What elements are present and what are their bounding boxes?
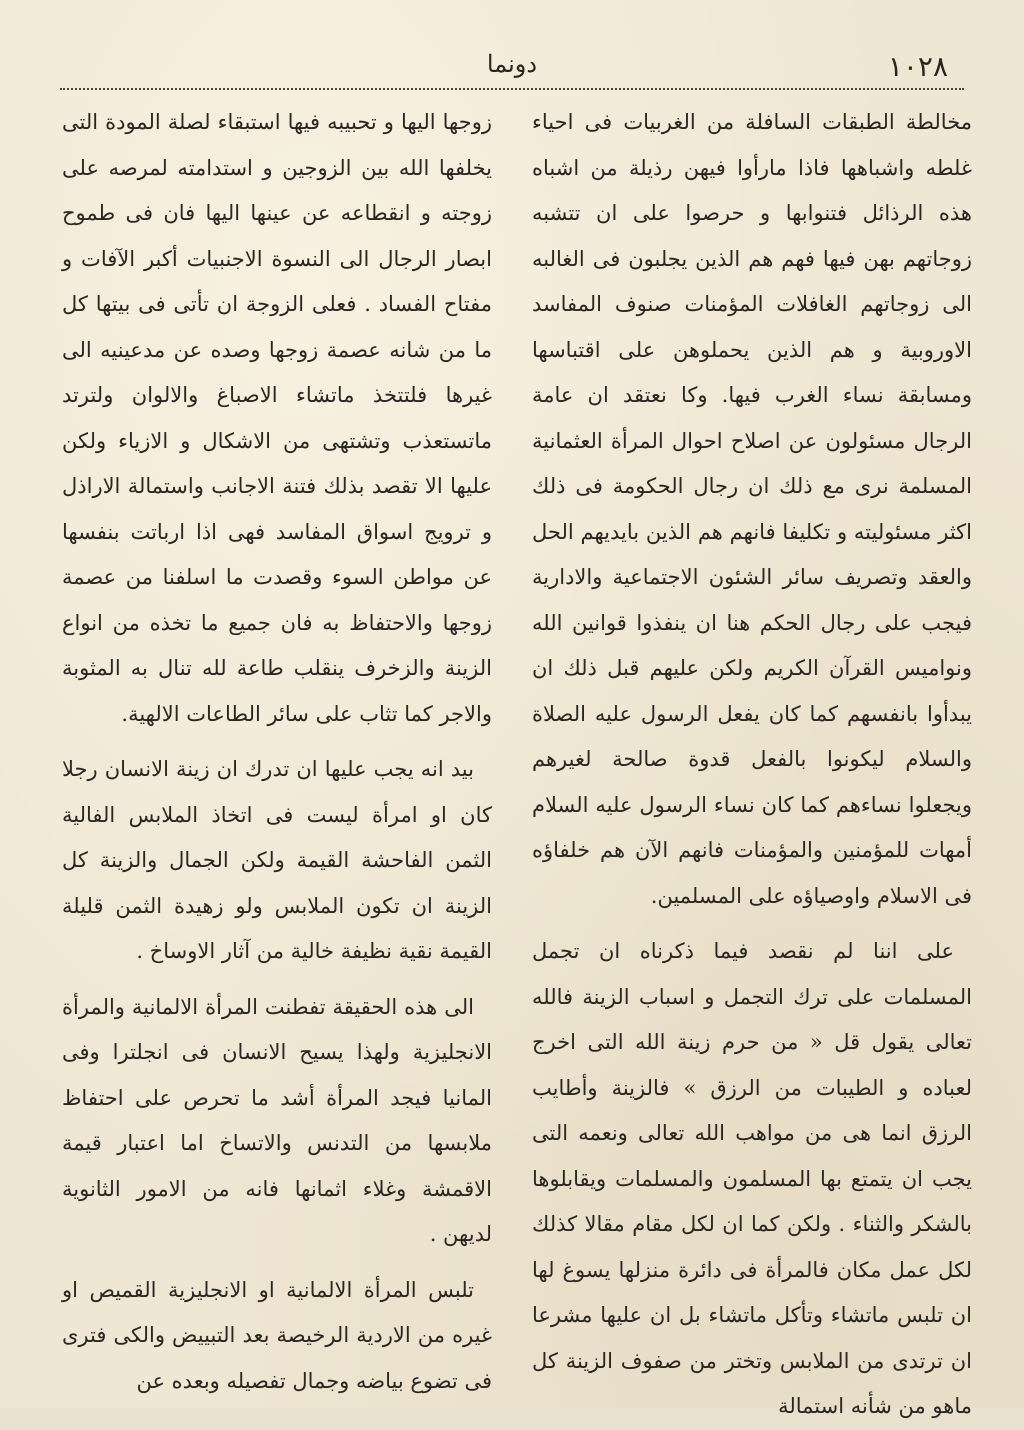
paragraph: زوجها اليها و تحبيبه فيها استبقاء لصلة المودة التى يخلفها الله بين الزوجين و استدامته لمرصه على زوجته و انقطاعه عن عينها اليها فان فى طموح ابصار الرجال الى النسوة الاجنبيات أكبر الآفات و مفتاح الفساد . فعلى الزوجة ان تأتى فى بيتها كل ما من شانه عصمة زوجها وصده عن مدعينيه الى غيرها فلتتخذ ماتشاء الاصباغ والالوان ولترتد ماتستعذب وتشتهى من الاشكال و الازياء ولكن عليها الا تقصد بذلك فتنة الاجانب واستمالة الاراذل و ترويج اسواق المفاسد فهى اذا ارباتت بنفسها عن مواطن السوء وقصدت ما اسلفنا من عصمة زوجها والاحتفاظ به فان جميع ما تخذه من انواع الزينة والزخرف ينقلب طاعة لله تنال به المثوبة والاجر كما تثاب على سائر الطاعات الالهية.	[62, 110, 492, 726]
paragraph: بيد انه يجب عليها ان تدرك ان زينة الانسان رجلا كان او امرأة ليست فى اتخاذ الملابس الفالية الثمن الفاحشة القيمة ولكن الجمال والزينة كل الزينة ان تكون الملابس ولو زهيدة الثمن قليلة القيمة نقية نظيفة خالية من آثار الاوساخ .	[62, 757, 492, 963]
right-column	[532, 100, 972, 1418]
running-title: دونما	[486, 50, 538, 78]
page-number: ١٠٢٨	[887, 50, 948, 83]
header-divider	[60, 88, 964, 90]
paragraph: مخالطة الطبقات السافلة من الغربيات فى احياء غلطه واشباهها فاذا مارأوا فيهن رذيلة من اشباه هذه الرذائل فتنوابها و حرصوا على ان تتشبه زوجاتهم بهن فيها فهم هم الذين يجلبون فى الغالبه الى زوجاتهم الغافلات المؤمنات صنوف المفاسد الاوروبية و هم الذين يحملوهن على اقتباسها ومسابقة نساء الغرب فيها. وكا نعتقد ان عامة الرجال مسئولون عن اصلاح احوال المرأة العثمانية المسلمة نرى مع ذلك ان رجال الحكومة فى ذلك اكثر مسئوليته و تكليفا فانهم هم الذين بايديهم الحل والعقد وتصريف سائر الشئون الاجتماعية والادارية فيجب على رجال الحكم هنا ان ينفذوا قوانين الله ونواميس القرآن الكريم ولكن عليهم قبل ذلك ان يبدأوا بانفسهم كما كان يفعل الرسول عليه الصلاة والسلام ليكونوا بالفعل قدوة صالحة لغيرهم ويجعلوا نساءهم كما كان نساء الرسول عليه السلام أمهات للمؤمنين والمؤمنات فانهم الآن هم خلفاؤه فى الاسلام واوصياؤه على المسلمين.	[532, 110, 972, 908]
page-header	[60, 44, 964, 94]
left-column	[62, 100, 492, 1393]
paragraph: تلبس المرأة الالمانية او الانجليزية القميص او غيره من الاردية الرخيصة بعد التبييض والكى فترى فى تضوع بياضه وجمال تفصيله وبعده عن	[62, 1277, 492, 1393]
paragraph: الى هذه الحقيقة تفطنت المرأة الالمانية والمرأة الانجليزية ولهذا يسيح الانسان فى انجلترا وفى المانيا فيجد المرأة أشد ما تحرص على احتفاظ ملابسها من التدنس والاتساخ اما اعتبار قيمة الاقمشة وغلاء اثمانها فانه من الامور الثانوية لديهن .	[62, 994, 492, 1246]
paragraph: على اننا لم نقصد فيما ذكرناه ان تجمل المسلمات على ترك التجمل و اسباب الزينة فالله تعالى يقول قل « من حرم زينة الله التى اخرج لعباده و الطيبات من الرزق » فالزينة وأطايب الرزق انما هى من مواهب الله تعالى ونعمه التى يجب ان يتمتع بها المسلمون والمسلمات ويقابلوها بالشكر والثناء . ولكن كما ان لكل مقام مقالا كذلك لكل عمل مكان فالمرأة فى دائرة منزلها يسوغ لها ان تلبس ماتشاء وتأكل ماتشاء بل ان عليها مشرعا ان ترتدى من الملابس وتختر من صفوف الزينة كل ماهو من شأنه استمالة	[532, 939, 972, 1418]
